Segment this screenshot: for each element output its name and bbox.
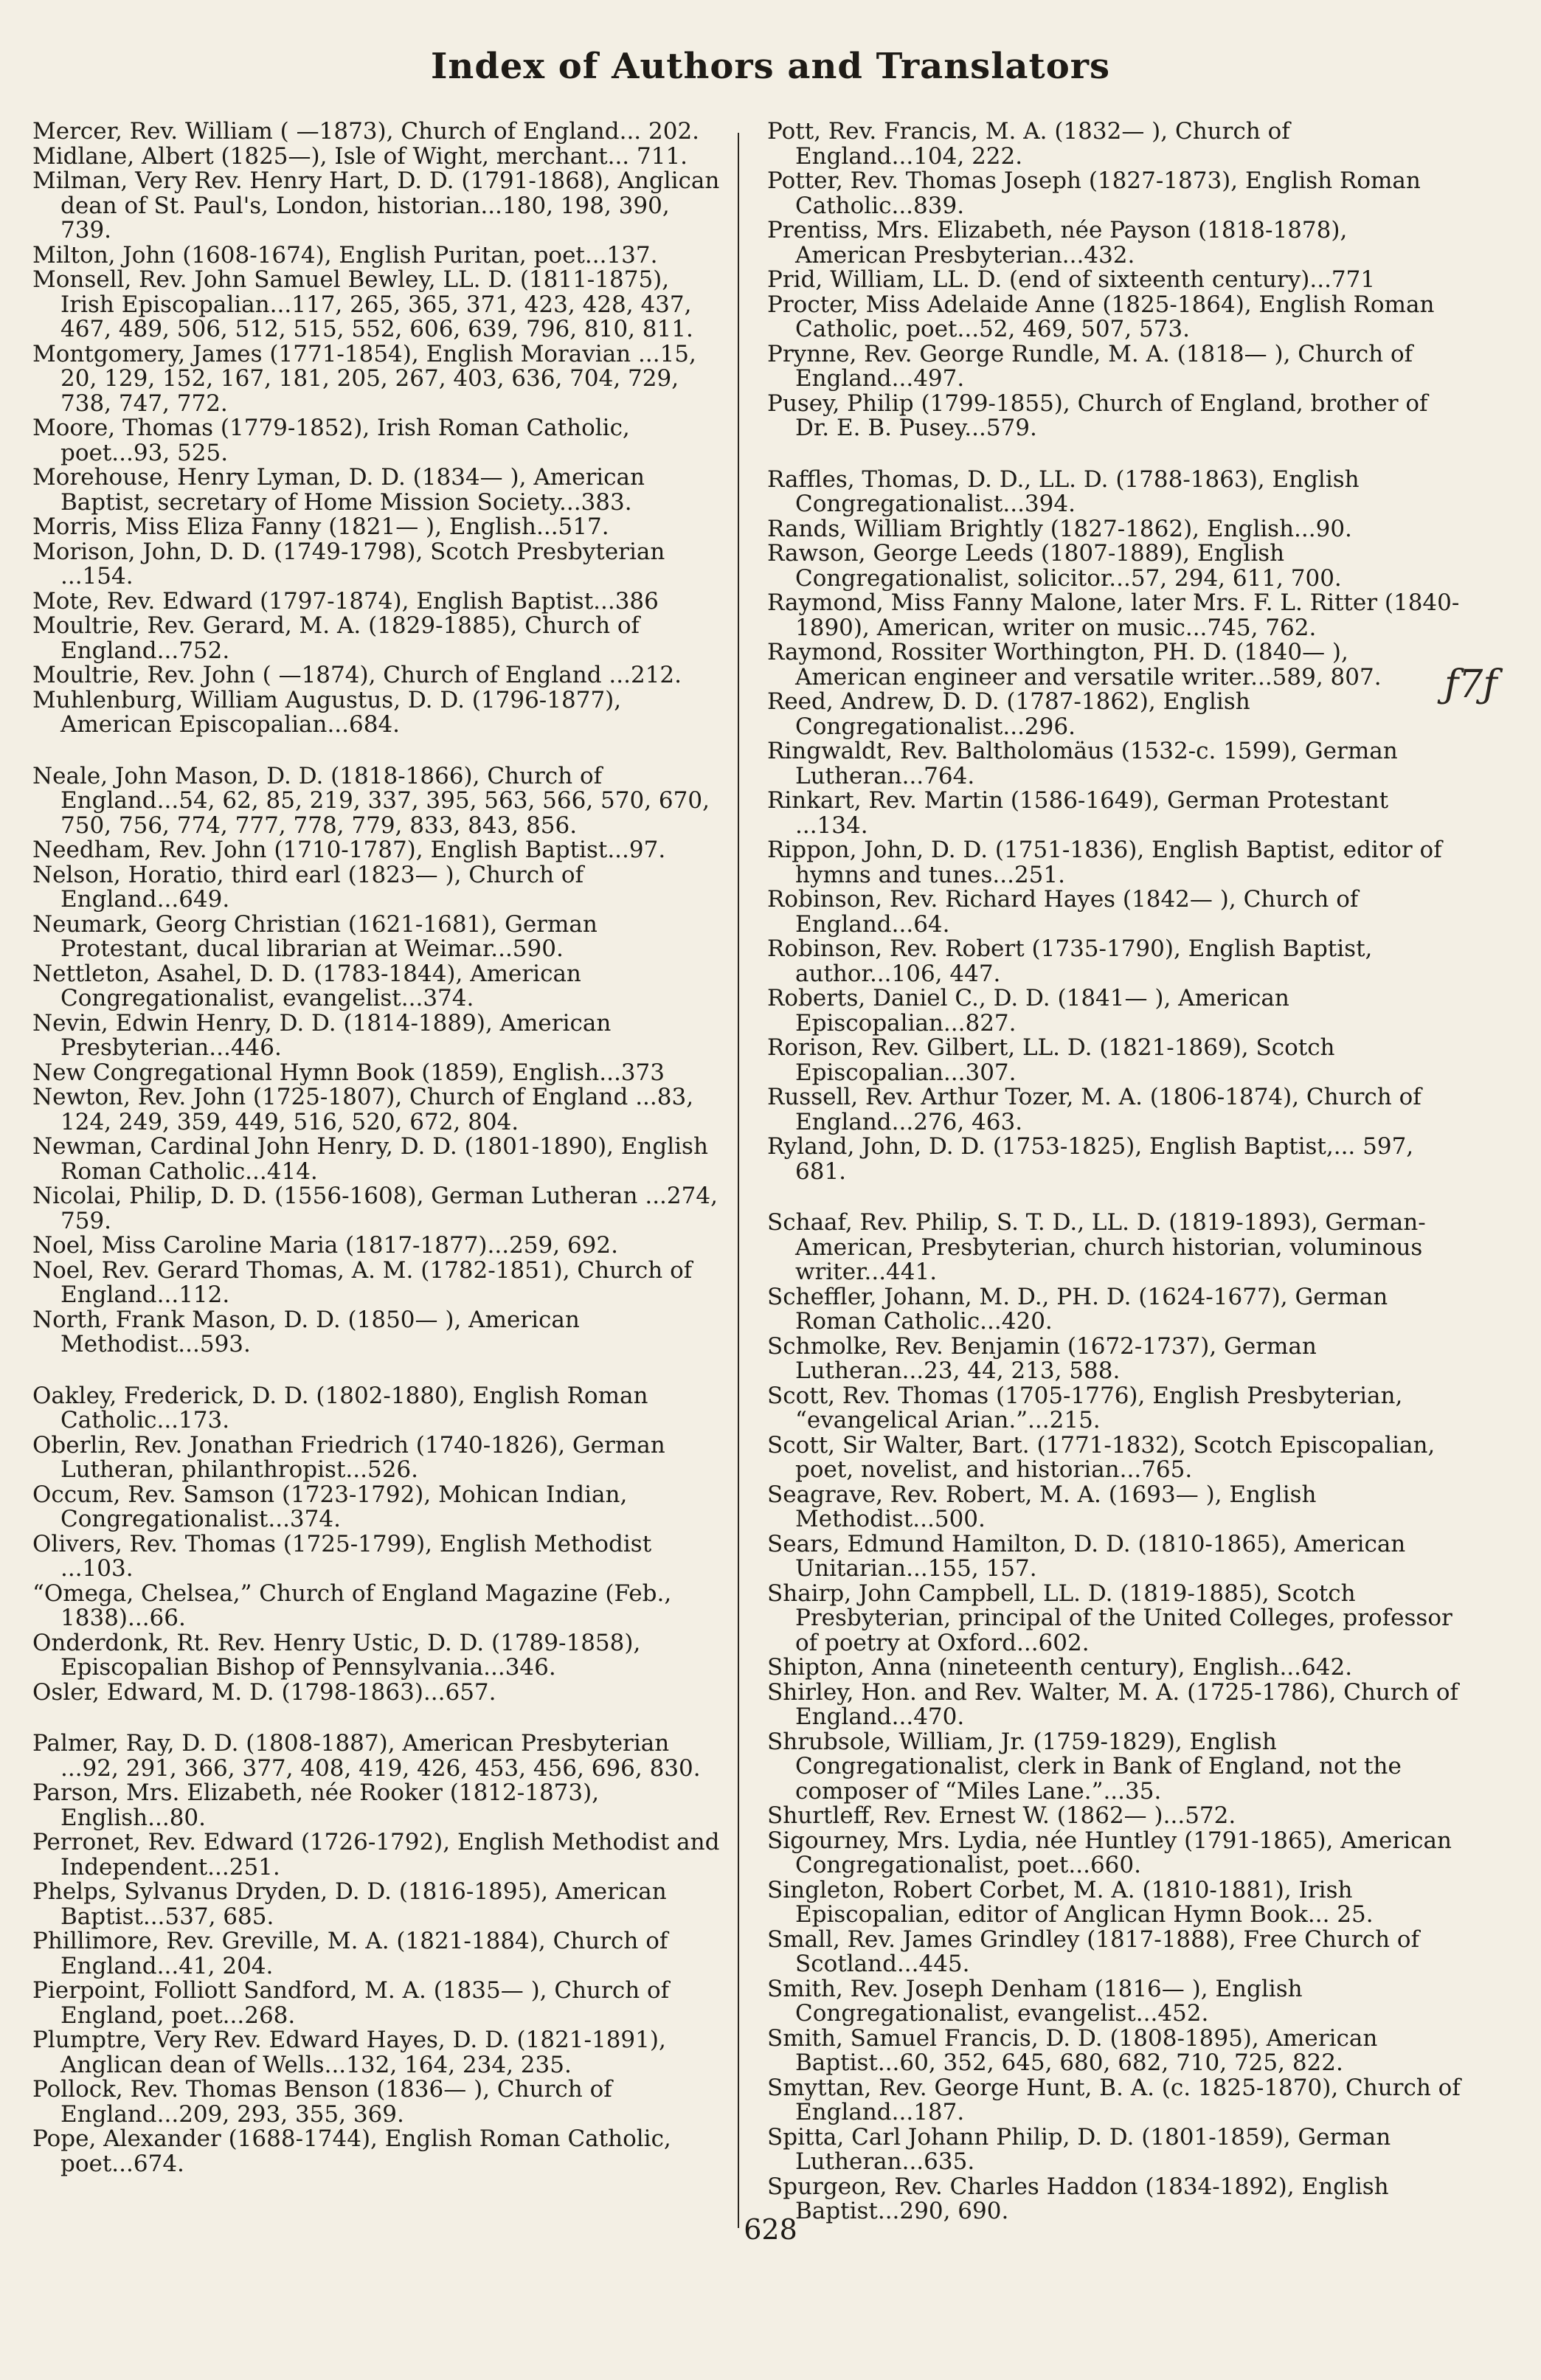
index-entry: Morris, Miss Eliza Fanny (1821— ), English...517. <box>32 513 609 540</box>
index-entry: Scott, Rev. Thomas (1705-1776), English Presbyterian, “evangelical Arian.”...215. <box>767 1382 1403 1433</box>
index-entry: Prid, William, LL. D. (end of sixteenth century)...771 <box>767 266 1376 293</box>
index-entry: Potter, Rev. Thomas Joseph (1827-1873), English Roman Catholic...839. <box>767 167 1421 219</box>
index-entry: Shairp, John Campbell, LL. D. (1819-1885), Scotch Presbyterian, principal of the United Colleges, professor of poetry at Oxford...602. <box>767 1580 1452 1656</box>
index-entry: Reed, Andrew, D. D. (1787-1862), English Congregationalist...296. <box>767 688 1250 740</box>
index-entry: Nicolai, Philip, D. D. (1556-1608), German Lutheran ...274, 759. <box>32 1183 718 1234</box>
index-entry: Sears, Edmund Hamilton, D. D. (1810-1865), American Unitarian...155, 157. <box>767 1530 1406 1582</box>
section-gap <box>32 1357 726 1384</box>
index-entry: Shipton, Anna (nineteenth century), English...642. <box>767 1654 1353 1681</box>
index-entry: Scott, Sir Walter, Bart. (1771-1832), Scotch Episcopalian, poet, novelist, and historian...765. <box>767 1431 1436 1483</box>
index-entry: Smith, Rev. Joseph Denham (1816— ), English Congregationalist, evangelist...452. <box>767 1975 1303 2027</box>
index-entry: Moultrie, Rev. Gerard, M. A. (1829-1885), Church of England...752. <box>32 612 640 664</box>
right-column <box>767 120 1461 2224</box>
index-entry: Midlane, Albert (1825—), Isle of Wight, merchant... 711. <box>32 142 688 170</box>
index-entry: Sigourney, Mrs. Lydia, née Huntley (1791-1865), American Congregationalist, poet...660. <box>767 1827 1452 1878</box>
index-entry: “Omega, Chelsea,” Church of England Magazine (Feb., 1838)...66. <box>32 1580 672 1631</box>
index-entry: Occum, Rev. Samson (1723-1792), Mohican Indian, Congregationalist...374. <box>32 1481 628 1532</box>
index-entry: Milman, Very Rev. Henry Hart, D. D. (1791-1868), Anglican dean of St. Paul's, London, historian...180, 198, 390, 739. <box>32 167 720 243</box>
index-entry: Olivers, Rev. Thomas (1725-1799), English Methodist ...103. <box>32 1530 652 1582</box>
section-gap <box>767 1184 1461 1211</box>
index-entry: Shrubsole, William, Jr. (1759-1829), English Congregationalist, clerk in Bank of England, not the composer of “Miles Lane.”...35. <box>767 1728 1402 1805</box>
index-entry: New Congregational Hymn Book (1859), English...373 <box>32 1059 665 1086</box>
index-entry: Morehouse, Henry Lyman, D. D. (1834— ), American Baptist, secretary of Home Mission Society...383. <box>32 464 645 516</box>
index-entry: Onderdonk, Rt. Rev. Henry Ustic, D. D. (1789-1858), Episcopalian Bishop of Pennsylvania...346. <box>32 1629 641 1681</box>
index-entry: Ringwaldt, Rev. Baltholomäus (1532-c. 1599), German Lutheran...764. <box>767 738 1398 789</box>
left-column <box>32 120 726 2176</box>
index-entry: Seagrave, Rev. Robert, M. A. (1693— ), English Methodist...500. <box>767 1481 1317 1532</box>
index-entry: Raymond, Rossiter Worthington, PH. D. (1840— ), American engineer and versatile writer...589, 807. <box>767 639 1382 691</box>
index-entry: Newman, Cardinal John Henry, D. D. (1801-1890), English Roman Catholic...414. <box>32 1133 708 1185</box>
index-entry: Muhlenburg, William Augustus, D. D. (1796-1877), American Episcopalian...684. <box>32 686 622 738</box>
page-title: Index of Authors and Translators <box>430 46 1111 87</box>
index-entry: Scheffler, Johann, M. D., PH. D. (1624-1677), German Roman Catholic...420. <box>767 1283 1388 1335</box>
index-entry: Singleton, Robert Corbet, M. A. (1810-1881), Irish Episcopalian, editor of Anglican Hymn Book... 25. <box>767 1876 1374 1928</box>
index-entry: Nelson, Horatio, third earl (1823— ), Church of England...649. <box>32 861 584 913</box>
index-entry: Noel, Miss Caroline Maria (1817-1877)...259, 692. <box>32 1232 618 1259</box>
index-entry: Smith, Samuel Francis, D. D. (1808-1895), American Baptist...60, 352, 645, 680, 682, 710, 725, 822. <box>767 2024 1378 2076</box>
index-entry: Noel, Rev. Gerard Thomas, A. M. (1782-1851), Church of England...112. <box>32 1256 693 1308</box>
index-entry: Prynne, Rev. George Rundle, M. A. (1818— ), Church of England...497. <box>767 340 1413 392</box>
index-entry: Montgomery, James (1771-1854), English Moravian ...15, 20, 129, 152, 167, 181, 205, 267, 403, 636, 704, 729, 738, 747, 772. <box>32 340 696 417</box>
index-entry: Plumptre, Very Rev. Edward Hayes, D. D. (1821-1891), Anglican dean of Wells...132, 164, 234, 235. <box>32 2027 666 2078</box>
index-entry: Pope, Alexander (1688-1744), English Roman Catholic, poet...674. <box>32 2125 671 2177</box>
index-entry: Rorison, Rev. Gilbert, LL. D. (1821-1869), Scotch Episcopalian...307. <box>767 1034 1335 1086</box>
index-entry: Raffles, Thomas, D. D., LL. D. (1788-1863), English Congregationalist...394. <box>767 466 1360 517</box>
index-entry: Newton, Rev. John (1725-1807), Church of England ...83, 124, 249, 359, 449, 516, 520, 672, 804. <box>32 1084 694 1135</box>
column-divider <box>738 133 739 2228</box>
index-entry: Mercer, Rev. William ( —1873), Church of England... 202. <box>32 118 700 145</box>
section-gap <box>32 738 726 764</box>
index-entry: Ryland, John, D. D. (1753-1825), English Baptist,... 597, 681. <box>767 1133 1414 1185</box>
index-entry: Rippon, John, D. D. (1751-1836), English Baptist, editor of hymns and tunes...251. <box>767 837 1442 888</box>
index-entry: Nevin, Edwin Henry, D. D. (1814-1889), American Presbyterian...446. <box>32 1009 612 1061</box>
index-entry: Nettleton, Asahel, D. D. (1783-1844), American Congregationalist, evangelist...374. <box>32 960 581 1011</box>
index-entry: Milton, John (1608-1674), English Puritan, poet...137. <box>32 241 658 269</box>
index-entry: Rawson, George Leeds (1807-1889), English Congregationalist, solicitor...57, 294, 611, 700. <box>767 540 1342 592</box>
index-entry: Robinson, Rev. Robert (1735-1790), English Baptist, author...106, 447. <box>767 935 1373 987</box>
index-entry: Osler, Edward, M. D. (1798-1863)...657. <box>32 1678 496 1706</box>
index-entry: Smyttan, Rev. George Hunt, B. A. (c. 1825-1870), Church of England...187. <box>767 2074 1461 2125</box>
index-entry: Phillimore, Rev. Greville, M. A. (1821-1884), Church of England...41, 204. <box>32 1928 668 1979</box>
index-entry: Mote, Rev. Edward (1797-1874), English Baptist...386 <box>32 587 659 615</box>
index-entry: Pierpoint, Folliott Sandford, M. A. (1835— ), Church of England, poet...268. <box>32 1977 670 2029</box>
index-entry: Shirley, Hon. and Rev. Walter, M. A. (1725-1786), Church of England...470. <box>767 1678 1459 1730</box>
index-entry: Shurtleff, Rev. Ernest W. (1862— )...572. <box>767 1802 1236 1829</box>
index-entry: Palmer, Ray, D. D. (1808-1887), American Presbyterian ...92, 291, 366, 377, 408, 419, 426, 453, 456, 696, 830. <box>32 1730 701 1782</box>
index-entry: Pollock, Rev. Thomas Benson (1836— ), Church of England...209, 293, 355, 369. <box>32 2076 612 2128</box>
index-entry: Oakley, Frederick, D. D. (1802-1880), English Roman Catholic...173. <box>32 1382 648 1433</box>
index-entry: Schaaf, Rev. Philip, S. T. D., LL. D. (1819-1893), German-American, Presbyterian, church historian, voluminous writer...441. <box>767 1209 1426 1285</box>
index-entry: Oberlin, Rev. Jonathan Friedrich (1740-1826), German Lutheran, philanthropist...526. <box>32 1431 665 1483</box>
page-number: 628 <box>744 2213 797 2246</box>
index-entry: Neale, John Mason, D. D. (1818-1866), Church of England...54, 62, 85, 219, 337, 395, 563, 566, 570, 670, 750, 756, 774, 777, 778, 779, 833, 843, 856. <box>32 762 710 839</box>
index-entry: Pusey, Philip (1799-1855), Church of England, brother of Dr. E. B. Pusey...579. <box>767 390 1428 441</box>
index-entry: Prentiss, Mrs. Elizabeth, née Payson (1818-1878), American Presbyterian...432. <box>767 217 1348 269</box>
index-entry: Rinkart, Rev. Martin (1586-1649), German Protestant ...134. <box>767 787 1389 839</box>
index-entry: Procter, Miss Adelaide Anne (1825-1864), English Roman Catholic, poet...52, 469, 507, 573. <box>767 291 1435 342</box>
index-entry: Moore, Thomas (1779-1852), Irish Roman Catholic, poet...93, 525. <box>32 415 630 466</box>
index-entry: Roberts, Daniel C., D. D. (1841— ), American Episcopalian...827. <box>767 985 1289 1037</box>
index-entry: Morison, John, D. D. (1749-1798), Scotch Presbyterian ...154. <box>32 538 665 589</box>
index-entry: North, Frank Mason, D. D. (1850— ), American Methodist...593. <box>32 1306 580 1357</box>
index-entry: Robinson, Rev. Richard Hayes (1842— ), Church of England...64. <box>767 886 1359 938</box>
handwritten-margin-note: ƒ7ƒ <box>1444 663 1497 707</box>
index-entry: Schmolke, Rev. Benjamin (1672-1737), German Lutheran...23, 44, 213, 588. <box>767 1332 1317 1384</box>
index-entry: Spurgeon, Rev. Charles Haddon (1834-1892), English Baptist...290, 690. <box>767 2173 1389 2224</box>
index-entry: Raymond, Miss Fanny Malone, later Mrs. F. L. Ritter (1840-1890), American, writer on music...745, 762. <box>767 589 1460 641</box>
index-entry: Needham, Rev. John (1710-1787), English Baptist...97. <box>32 837 666 863</box>
index-entry: Neumark, Georg Christian (1621-1681), German Protestant, ducal librarian at Weimar...590. <box>32 910 598 962</box>
index-entry: Perronet, Rev. Edward (1726-1792), English Methodist and Independent...251. <box>32 1829 720 1881</box>
section-gap <box>32 1705 726 1732</box>
index-entry: Parson, Mrs. Elizabeth, née Rooker (1812-1873), English...80. <box>32 1779 600 1831</box>
index-entry: Monsell, Rev. John Samuel Bewley, LL. D. (1811-1875), Irish Episcopalian...117, 265, 365, 371, 423, 428, 437, 467, 489, 506, 512, 515, 552, 606, 639, 796, 810, 811. <box>32 266 693 342</box>
section-gap <box>767 441 1461 468</box>
index-entry: Pott, Rev. Francis, M. A. (1832— ), Church of England...104, 222. <box>767 118 1290 170</box>
index-entry: Rands, William Brightly (1827-1862), English...90. <box>767 515 1352 542</box>
index-entry: Russell, Rev. Arthur Tozer, M. A. (1806-1874), Church of England...276, 463. <box>767 1084 1421 1135</box>
index-entry: Moultrie, Rev. John ( —1874), Church of England ...212. <box>32 662 682 688</box>
index-entry: Small, Rev. James Grindley (1817-1888), Free Church of Scotland...445. <box>767 1926 1420 1977</box>
index-entry: Spitta, Carl Johann Philip, D. D. (1801-1859), German Lutheran...635. <box>767 2123 1391 2175</box>
index-entry: Phelps, Sylvanus Dryden, D. D. (1816-1895), American Baptist...537, 685. <box>32 1878 667 1930</box>
